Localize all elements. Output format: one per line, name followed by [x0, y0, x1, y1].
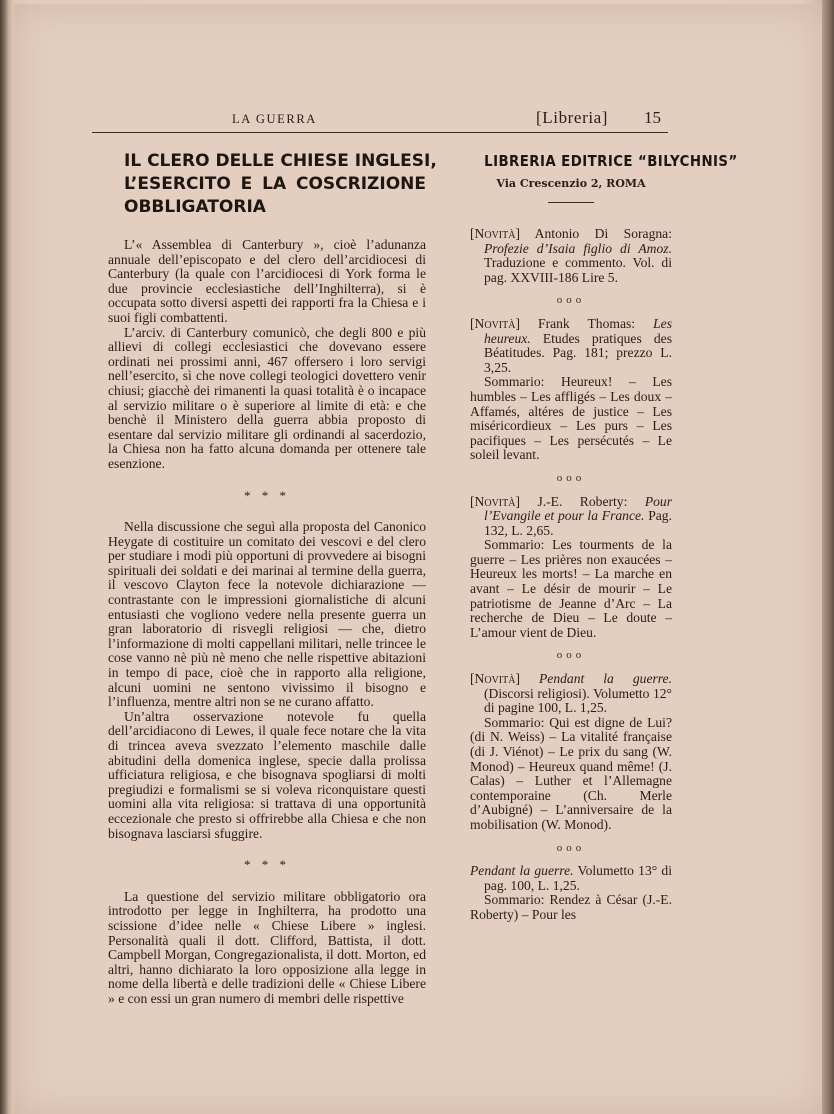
article-paragraph: La questione del servizio militare obbligatorio ora introdotto per legge in Inghilterra, ha prodotto una scissione d’idee nelle « Chiese Libere » inglesi. Personalità quali il dott. Clifford, Battista, il dott. Campbell Morgan, Congregazionalista, il dott. Morton, ed altri, hanno dichiarato la loro opposizione alla legge in nome della libertà e delle tradizioni delle « Chiese Libere » e con essi un gran numero di membri delle rispettive	[108, 888, 426, 1006]
page-number: 15	[644, 108, 661, 127]
listing-title: Pendant la guerre.	[538, 671, 672, 687]
book-listing	[470, 864, 672, 922]
listing-divider: ooo	[556, 471, 586, 484]
listing-heading	[470, 227, 672, 285]
listing-summary: Sommario: Les tourments de la guerre – Les prières non exaucées – Heureux les morts! – La marche en avant – Le désir de mourir – Le patriotisme de Jeanne d’Arc – La recherche de Dieu – Le doute – L’amour vient de Dieu.	[470, 537, 672, 640]
listing-title: Pendant la guerre.	[470, 863, 574, 879]
listing-heading	[470, 672, 672, 716]
article-title	[124, 150, 437, 219]
article-title-line: L’ESERCITO E LA COSCRIZIONE	[124, 174, 426, 194]
listing-author: Antonio Di Soragna:	[534, 226, 672, 241]
listing-divider: ooo	[556, 841, 586, 854]
running-header-section: [Libreria]	[536, 108, 609, 127]
listing-heading	[470, 864, 672, 893]
listing-summary: Sommario: Rendez à César (J.-E. Roberty) – Pour les	[470, 892, 672, 922]
listing-details: Volumetto 13° di pag. 100, L. 1,25.	[484, 863, 673, 893]
libreria-rule	[548, 202, 594, 203]
book-listing	[470, 495, 672, 641]
listing-divider: ooo	[556, 649, 586, 662]
section-separator: * * *	[244, 487, 290, 503]
libreria-column	[470, 150, 738, 923]
article-paragraph: L’« Assemblea di Canterbury », cioè l’adunanza annuale dell’episcopato e del clero dell’arcidiocesi di Canterbury (la quale con l’arcidiocesi di York forma le due provincie ecclesiastiche dell’Inghilterra), si è occupata sotto diversi aspetti dei rapporti fra la Chiesa e i suoi figli combattenti.	[108, 237, 426, 325]
listing-title: Profezie d’Isaia figlio di Amoz.	[484, 240, 672, 256]
listing-title: Pour l’Evangile et pour la France.	[484, 493, 673, 524]
listing-tag: [Novità]	[470, 315, 520, 331]
article-paragraph: Un’altra osservazione notevole fu quella dell’arcidiacono di Lewes, il quale fece notare che la vita di trincea aveva svezzato l’elemento maschile dalle abitudini della domenica inglese, specie dalla prolissa ufficiatura religiosa, e che bisognava spogliarsi di molti pregiudizi e formalismi se si voleva riconquistare questi uomini alla vita religiosa: si trattava di una opportunità eccezionale che presto si offrirebbe alla Chiesa e che non bisognava lasciarsi sfuggire.	[108, 708, 426, 841]
article-paragraph: Nella discussione che seguì alla proposta del Canonico Heygate di costituire un comitato dei vescovi e del clero per studiare i modi più opportuni di provvedere ai bisogni spirituali dei soldati e dei marinai al termine della guerra, il vescovo Clayton fece la notevole dichiarazione — contrastante con le impressioni giornalistiche di alcuni entusiasti che vogliono vedere nella presente guerra un gran laboratorio di risvegli religiosi — che, dietro l’informazione di molti cappellani militari, nelle trincee le cose vanno nè più nè meno che nelle rispettive abitazioni in tempo di pace, cioè che in rapporto alla religione, alcuni uomini ne sentono vivissimo il bisogno e l’influenza, mentre altri non se ne curano affatto.	[108, 519, 426, 710]
listing-heading	[470, 495, 672, 539]
running-header	[0, 108, 834, 138]
listing-title: Les heureux.	[484, 315, 672, 346]
section-separator: * * *	[244, 857, 290, 873]
libreria-title: LIBRERIA EDITRICE “BILYCHNIS”	[484, 152, 738, 170]
book-listing	[470, 227, 672, 285]
listing-tag: [Novità]	[470, 493, 520, 509]
book-spine	[822, 0, 834, 1114]
listing-details: (Discorsi religiosi). Volumetto 12° di pagine 100, L. 1,25.	[484, 685, 672, 716]
running-header-title: LA GUERRA	[232, 112, 317, 126]
header-rule	[92, 132, 668, 133]
book-listing	[470, 317, 672, 463]
listing-divider: ooo	[556, 294, 586, 307]
article-paragraph: L’arciv. di Canterbury comunicò, che degli 800 e più allievi di collegi ecclesiastici che dovevano essere ordinati nei prossimi anni, 467 offersero i loro servigi nell’esercito, sì che nove collegi teologici dovettero venir chiusi; giacchè dei rimanenti la quasi totalità è o incapace al servizio militare o è superiore al limite di età: e che benchè il Ministero della guerra abbia proposto di esentare dal servizio militare gli ordinandi al sacerdozio, la Chiesa non ha fatto alcuna domanda per ottenere tale esenzione.	[108, 324, 426, 471]
article-column	[108, 150, 437, 1007]
listing-tag: [Novità]	[470, 671, 520, 687]
listing-summary: Sommario: Heureux! – Les humbles – Les affligés – Les doux – Affamés, altéres de justice – Les miséricordieux – Les purs – Les pacifiques – Les persécutés – Le soleil levant.	[470, 374, 672, 463]
listing-summary: Sommario: Qui est digne de Lui? (di N. Weiss) – La vitalité française (di J. Viénot) – Le prix du sang (W. Monod) – Heureux quand même! (J. Calas) – Luther et l’Allemagne contemporaine (Ch. Merle d’Aubigné) – L’anniversaire de la mobilisation (W. Monod).	[470, 714, 672, 832]
listing-details: Traduzione e commento. Vol. di pag. XXVIII-186 Lire 5.	[484, 255, 672, 285]
article-title-line: IL CLERO DELLE CHIESE INGLESI,	[124, 151, 437, 171]
listing-author: Frank Thomas:	[538, 315, 636, 331]
listing-author: J.-E. Roberty:	[537, 493, 628, 509]
listing-details: Pag. 132, L. 2,65.	[484, 508, 672, 538]
libreria-address: Via Crescenzio 2, ROMA	[496, 177, 646, 190]
listing-tag: [Novità]	[470, 226, 520, 241]
listing-heading	[470, 317, 672, 375]
book-listing	[470, 672, 672, 833]
listing-details: Etudes pratiques des Béatitudes. Pag. 181; prezzo L. 3,25.	[484, 330, 672, 375]
article-title-line: OBBLIGATORIA	[124, 197, 266, 217]
